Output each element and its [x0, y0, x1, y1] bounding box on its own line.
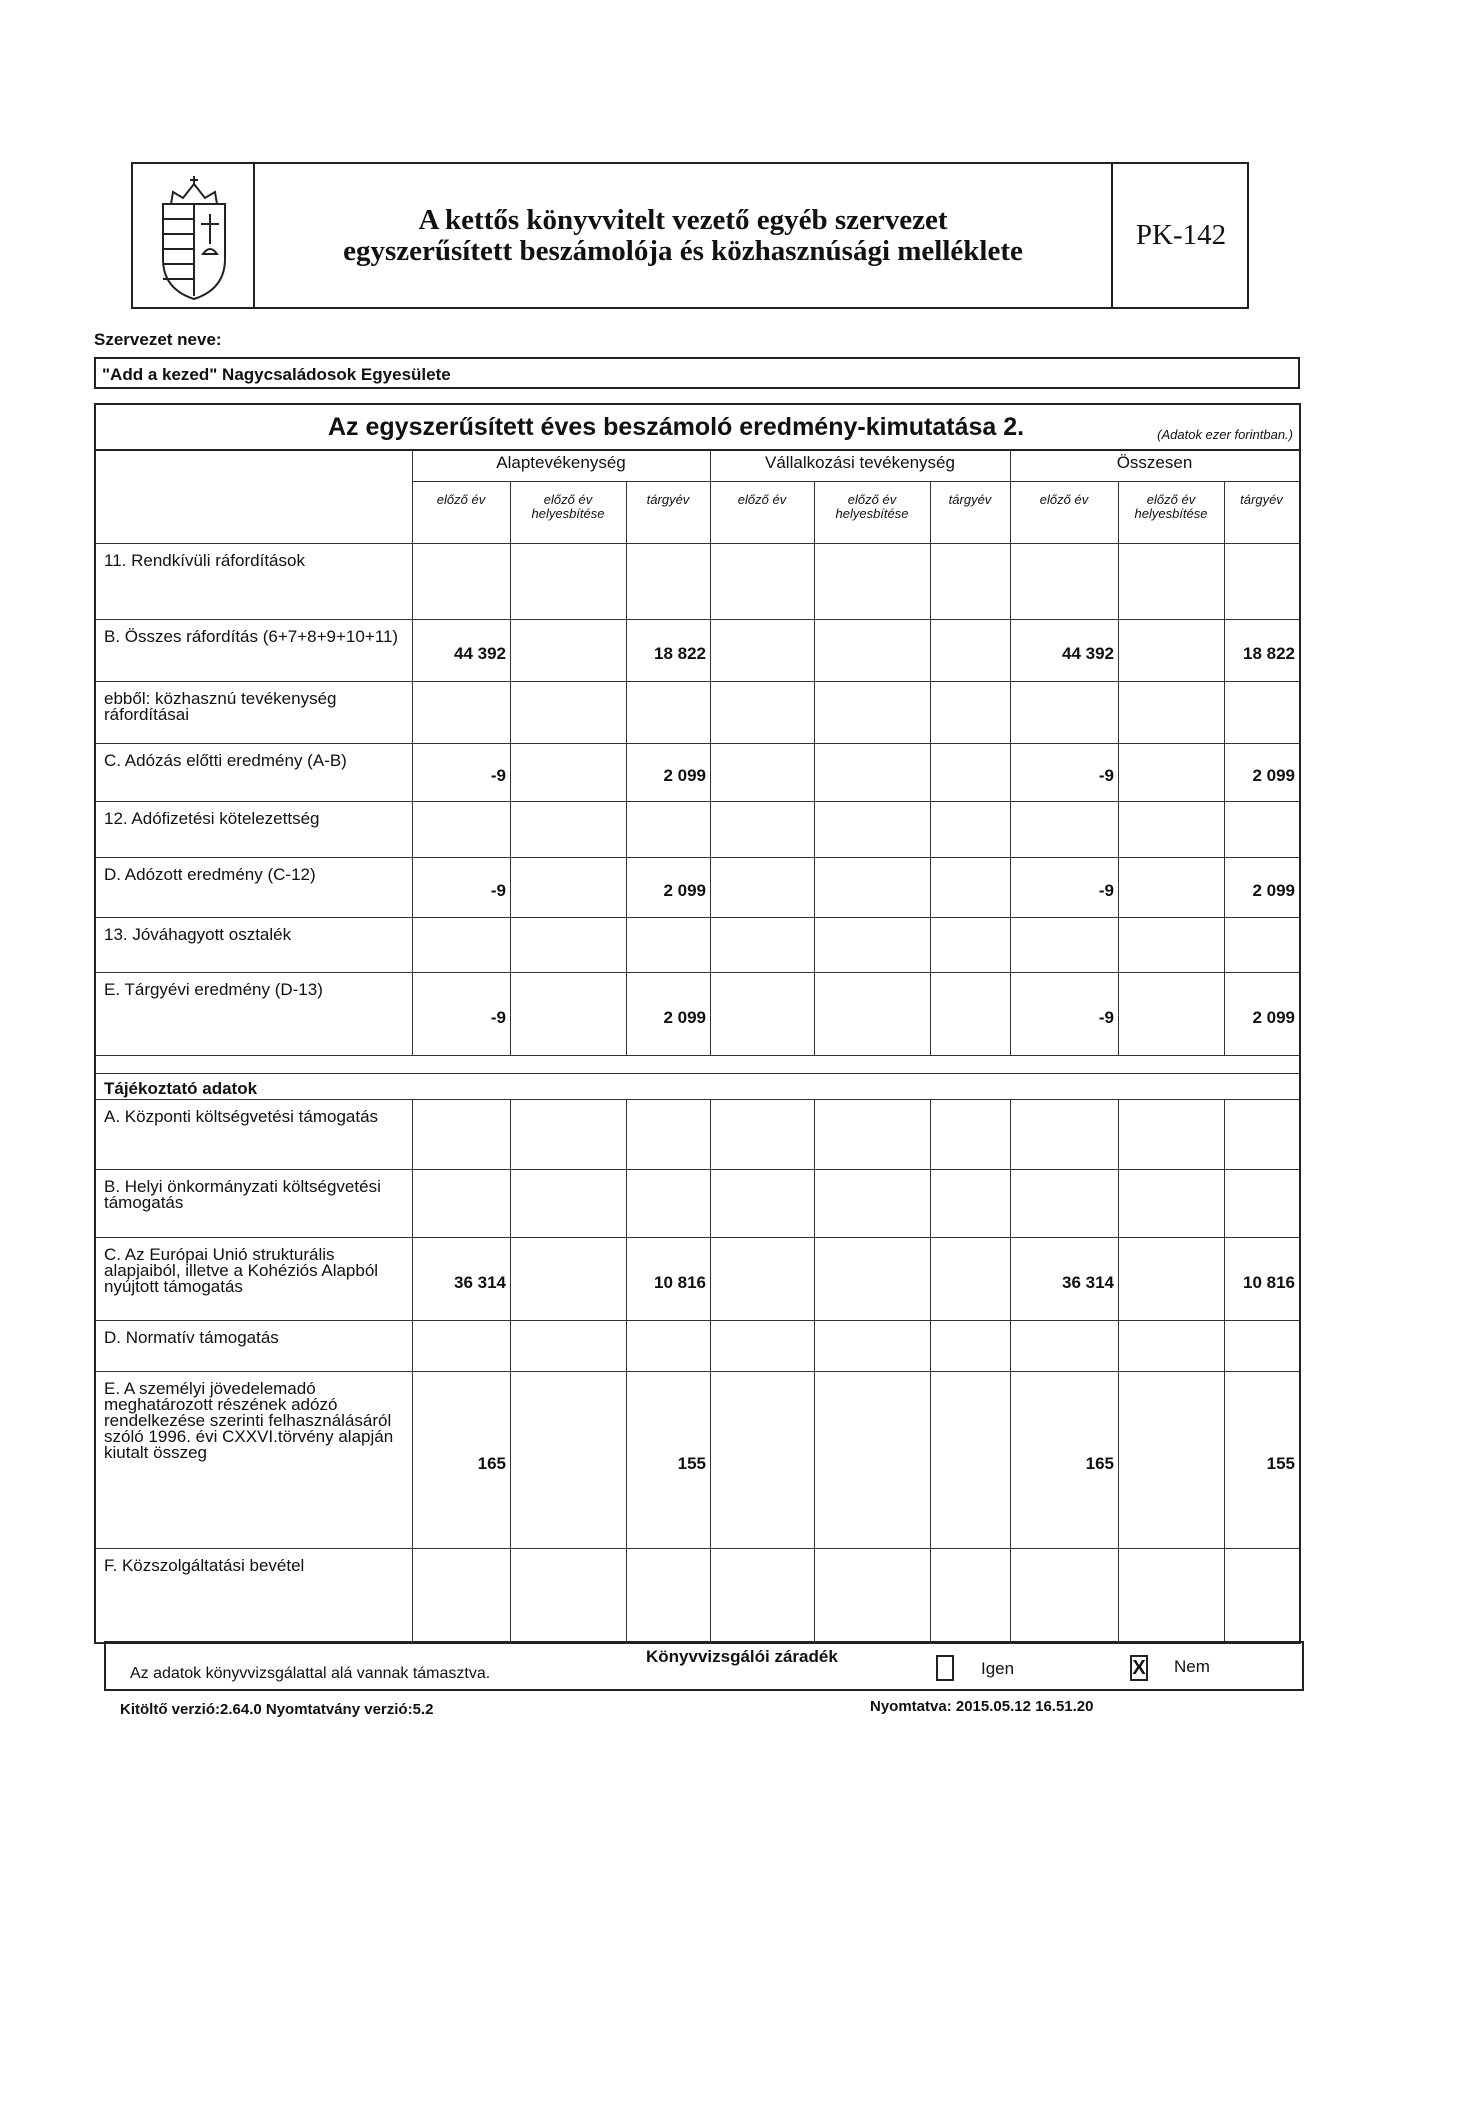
info-row-value: 36 314: [454, 1273, 506, 1292]
column-divider: [710, 451, 711, 1055]
result-row-label: ebből: közhasznú tevékenység ráfordításai: [104, 689, 337, 724]
column-divider: [710, 1099, 711, 1642]
audit-box: [104, 1641, 1304, 1691]
result-row-label: C. Adózás előtti eredmény (A-B): [104, 751, 347, 770]
result-row-value: -9: [490, 766, 506, 785]
subcolumn-header: előző év helyesbítése: [1134, 492, 1208, 521]
table-title-bar: [96, 405, 1299, 451]
result-row-value: -9: [1098, 881, 1114, 900]
subcolumn-header: előző év: [436, 492, 486, 507]
info-row-value: 36 314: [1062, 1273, 1114, 1292]
column-divider: [1118, 1099, 1119, 1642]
column-divider: [1224, 481, 1225, 1055]
table-title: Az egyszerűsített éves beszámoló eredmény-kimutatása 2.: [328, 413, 1025, 441]
version-info: Kitöltő verzió:2.64.0 Nyomtatvány verzió:5.2: [120, 1701, 434, 1718]
subcolumn-header: előző év helyesbítése: [531, 492, 605, 521]
unit-note: (Adatok ezer forintban.): [1157, 427, 1293, 442]
info-row-label: E. A személyi jövedelemadó meghatározott részének adózó rendelkezése szerinti felhasználásáról szóló 1996. évi CXXVI.törvény alapján kiutalt összeg: [104, 1379, 394, 1462]
form-title-cell: [255, 164, 1113, 307]
column-divider: [814, 481, 815, 1055]
column-divider: [626, 1099, 627, 1642]
audit-yes-checkbox[interactable]: [936, 1655, 954, 1681]
row-divider: [96, 1055, 1299, 1056]
info-row-value: 10 816: [654, 1273, 706, 1292]
subcolumn-header: tárgyév: [646, 492, 690, 507]
result-row-value: -9: [490, 1008, 506, 1027]
subcolumn-header: tárgyév: [1240, 492, 1283, 507]
result-row-value: 2 099: [1252, 766, 1295, 785]
column-divider: [412, 1099, 413, 1642]
info-heading: Tájékoztató adatok: [104, 1079, 258, 1098]
form-title: [343, 205, 1023, 267]
group-header-2: Vállalkozási tevékenység: [765, 453, 955, 472]
info-row-value: 165: [1085, 1454, 1114, 1473]
info-row-label: C. Az Európai Unió strukturális alapjaiból, illetve a Kohéziós Alapból nyújtott támogatás: [104, 1245, 379, 1296]
result-row-value: 44 392: [454, 644, 506, 663]
income-statement-table: [94, 403, 1301, 1644]
group-header-3: Összesen: [1116, 453, 1193, 472]
result-row-label: 12. Adófizetési kötelezettség: [104, 809, 320, 828]
result-row-value: 2 099: [663, 766, 706, 785]
organization-label: Szervezet neve:: [94, 330, 222, 349]
audit-statement: Az adatok könyvvizsgálattal alá vannak támasztva.: [130, 1665, 491, 1682]
column-divider: [626, 481, 627, 1055]
organization-name-field: [94, 357, 1300, 389]
info-row-label: B. Helyi önkormányzati költségvetési támogatás: [104, 1177, 381, 1212]
column-divider: [510, 1099, 511, 1642]
result-row-label: 11. Rendkívüli ráfordítások: [104, 551, 305, 570]
info-row-label: F. Közszolgáltatási bevétel: [104, 1556, 305, 1575]
result-row-label: 13. Jóváhagyott osztalék: [104, 925, 292, 944]
audit-yes-label: Igen: [981, 1659, 1015, 1678]
crest-cell: [133, 164, 255, 307]
result-row-label: E. Tárgyévi eredmény (D-13): [104, 980, 323, 999]
audit-no-checkbox[interactable]: X: [1130, 1655, 1148, 1681]
info-row-value: 10 816: [1243, 1273, 1295, 1292]
column-divider: [930, 481, 931, 1055]
result-row-value: 2 099: [1252, 1008, 1295, 1027]
subcolumn-header: előző év: [737, 492, 787, 507]
form-header: [131, 162, 1249, 309]
result-row-value: -9: [490, 881, 506, 900]
info-row-label: D. Normatív támogatás: [104, 1328, 279, 1347]
form-code: PK-142: [1135, 219, 1227, 251]
info-row-value: 155: [1266, 1454, 1295, 1473]
column-divider: [1224, 1099, 1225, 1642]
info-row-value: 165: [477, 1454, 506, 1473]
group-header-1: Alaptevékenység: [496, 453, 626, 472]
column-divider: [1010, 1099, 1011, 1642]
subcolumn-header: előző év helyesbítése: [835, 492, 909, 521]
audit-title: Könyvvizsgálói záradék: [646, 1647, 838, 1666]
column-divider: [510, 481, 511, 1055]
organization-name: "Add a kezed" Nagycsaládosok Egyesülete: [102, 365, 451, 384]
result-row-label: B. Összes ráfordítás (6+7+8+9+10+11): [104, 627, 399, 646]
result-row-value: 18 822: [654, 644, 706, 663]
result-row-value: 18 822: [1243, 644, 1295, 663]
info-row-label: A. Központi költségvetési támogatás: [104, 1107, 379, 1126]
hungarian-coat-of-arms-icon: [133, 164, 255, 311]
subcolumn-header: tárgyév: [948, 492, 992, 507]
result-row-value: -9: [1098, 1008, 1114, 1027]
result-row-value: 2 099: [1252, 881, 1295, 900]
form-title-line1: A kettős könyvvitelt vezető egyéb szervezet: [418, 203, 948, 236]
column-divider: [412, 451, 413, 1055]
print-timestamp: Nyomtatva: 2015.05.12 16.51.20: [870, 1698, 1094, 1715]
result-row-value: 44 392: [1062, 644, 1114, 663]
audit-no-label: Nem: [1174, 1657, 1210, 1676]
group-header-divider: [412, 481, 1299, 482]
column-divider: [1010, 451, 1011, 1055]
info-row-value: 155: [677, 1454, 706, 1473]
result-row-value: 2 099: [663, 881, 706, 900]
result-row-value: 2 099: [663, 1008, 706, 1027]
info-section-divider: [96, 1073, 1299, 1074]
column-divider: [930, 1099, 931, 1642]
form-title-line2: egyszerűsített beszámolója és közhasznúsági melléklete: [343, 234, 1023, 267]
result-row-value: -9: [1098, 766, 1114, 785]
result-row-label: D. Adózott eredmény (C-12): [104, 865, 316, 884]
column-divider: [1118, 481, 1119, 1055]
subcolumn-header: előző év: [1039, 492, 1089, 507]
column-divider: [814, 1099, 815, 1642]
